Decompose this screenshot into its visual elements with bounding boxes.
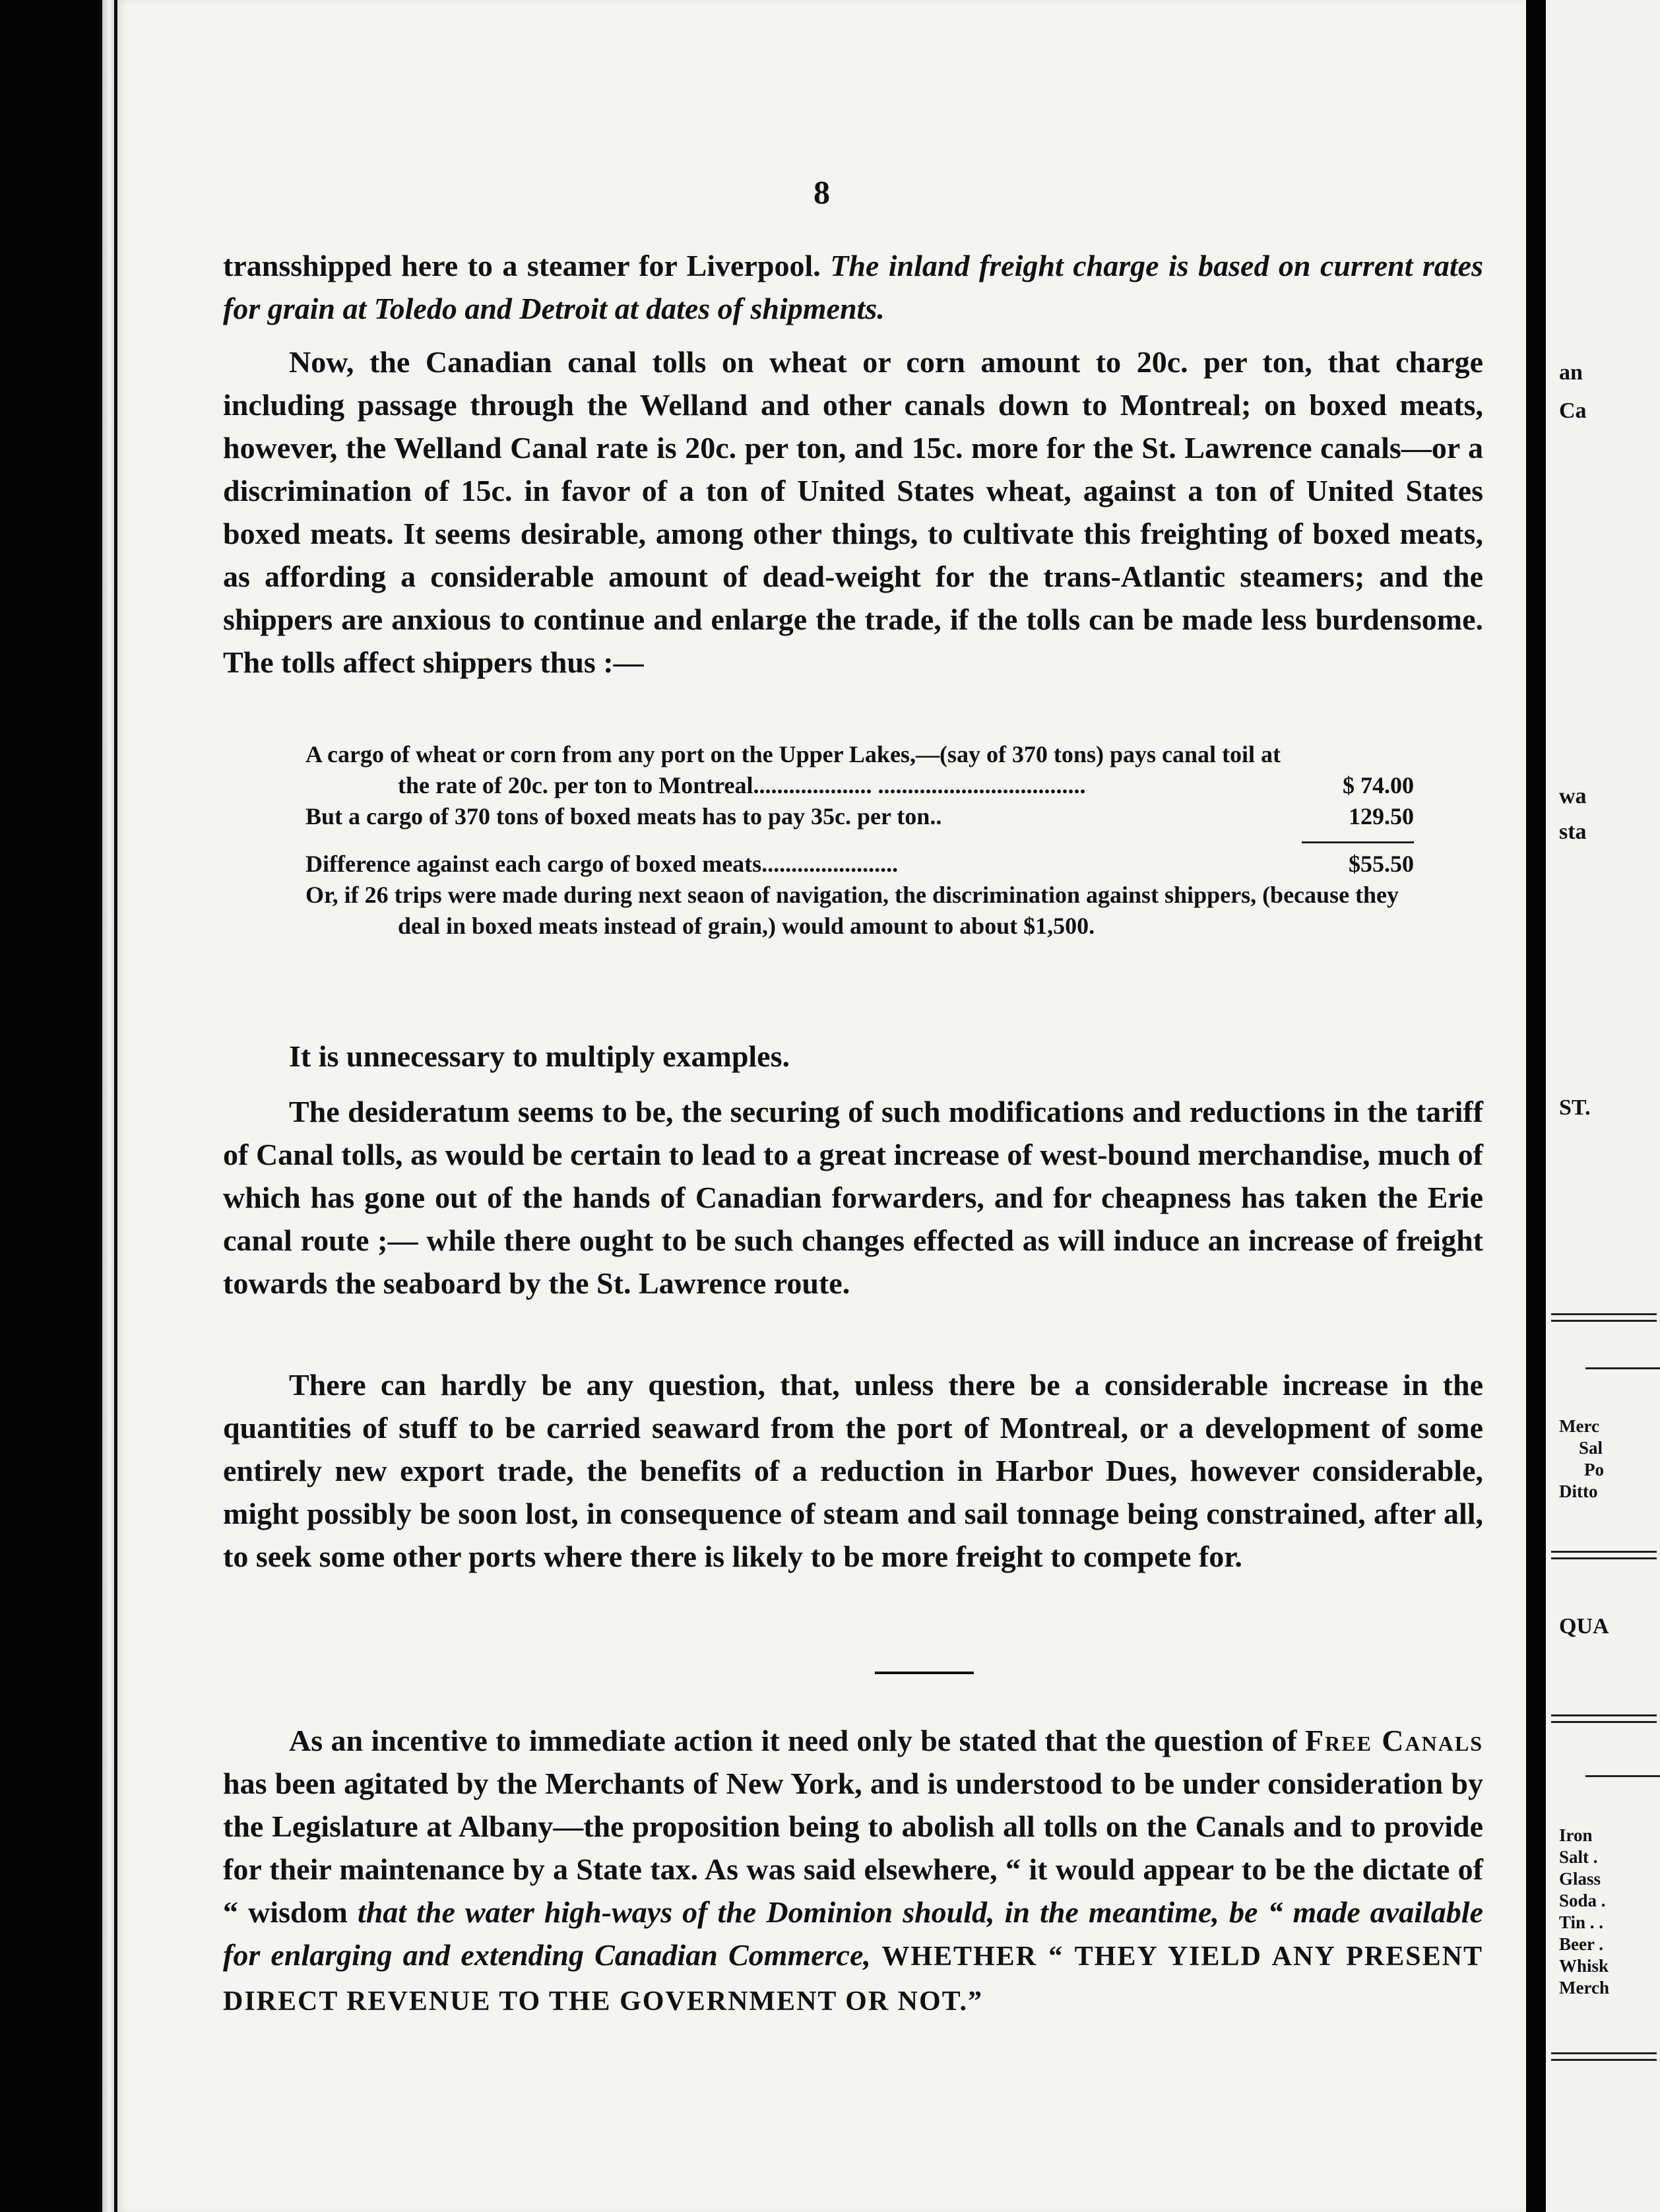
next-page-word: Ca (1559, 399, 1587, 423)
next-page-word: QUA (1559, 1614, 1609, 1639)
calc-row-meats (305, 801, 1414, 832)
calc-row-difference-desc: Difference against each cargo of boxed meats....................... (305, 851, 899, 877)
free-canals-term: Free Canals (1305, 1724, 1483, 1757)
calc-row-meats-desc: But a cargo of 370 tons of boxed meats has to pay 35c. per ton.. (305, 803, 942, 830)
next-page-rule (1551, 2059, 1657, 2061)
next-page-rule (1551, 1551, 1657, 1553)
next-page-word: an (1559, 360, 1583, 385)
next-page-rule (1551, 1557, 1657, 1559)
next-page-rule (1551, 2052, 1657, 2054)
next-page-word: Tin . . (1559, 1912, 1604, 1932)
next-page-rule (1551, 1320, 1657, 1322)
paragraph-5: There can hardly be any question, that, unless there be a considerable increase in the quantities of stuff to be carried seaward from the port of Montreal, or a development of some entirely new export trade, the benefits of a reduction in Harbor Dues, however considerable, might possibly be soon lost, in consequence of steam and sail tonnage being constrained, after all, to seek some other ports where there is likely to be more freight to compete for. (223, 1368, 1483, 1573)
next-page-word: Glass (1559, 1869, 1601, 1889)
paragraph-6-italic: that the water high-ways of the Dominion should, in the meantime, be “ made available for enlarging and extending Canadian Commerce, (223, 1895, 1483, 1972)
paragraph-6 (223, 1719, 1483, 2023)
calc-sum-rule (1302, 841, 1414, 843)
document-page (117, 0, 1526, 2212)
next-page-word: Merch (1559, 1978, 1609, 1998)
paragraph-4: The desideratum seems to be, the securing of such modifications and reductions in the tariff of Canal tolls, as would be certain to lead to a great increase of west-bound merchandise, much of which has gone out of the hands of Canadian forwarders, and for cheapness has taken the Erie canal route ;— while there ought to be such changes effected as will induce an increase of freight towards the seaboard by the St. Lawrence route. (223, 1095, 1483, 1300)
next-page-rule (1585, 1367, 1660, 1369)
calc-row-difference-amount: $55.50 (1349, 851, 1414, 877)
paragraph-1-italic: The inland freight charge is based on current rates for grain at Toledo and Detroit at dates of shipments. (223, 249, 1483, 325)
book-spine (102, 0, 114, 2212)
scan-gutter (1526, 0, 1546, 2212)
next-page-word: ST. (1559, 1095, 1591, 1120)
paragraph-6-caps: WHETHER “ THEY YIELD ANY PRESENT DIRECT REVENUE TO THE GOVERNMENT OR NOT.” (223, 1941, 1483, 2017)
next-page-word: Salt . (1559, 1847, 1598, 1867)
calc-row-wheat-desc: A cargo of wheat or corn from any port on the Upper Lakes,—(say of 370 tons) pays canal toil at the rate of 20c. per ton to Montreal.................... ................................... (305, 741, 1281, 798)
page-number: 8 (814, 174, 830, 211)
scan-left-edge (0, 0, 99, 2212)
paragraph-1-text: transshipped here to a steamer for Liverpool. (223, 249, 831, 282)
next-page-word: Merc (1559, 1416, 1599, 1436)
next-page-rule (1585, 1775, 1660, 1777)
next-page-word: Soda . (1559, 1891, 1606, 1910)
calc-note: Or, if 26 trips were made during next seaon of navigation, the discrimination against shippers, (because they deal in boxed meats instead of grain,) would amount to about $1,500. (305, 882, 1399, 939)
next-page-word: wa (1559, 784, 1587, 808)
next-page-rule (1551, 1313, 1657, 1315)
calc-row-difference (305, 849, 1414, 880)
section-divider (875, 1672, 974, 1674)
paragraph-6-text-a: As an incentive to immediate action it need only be stated that the question of (289, 1724, 1306, 1757)
next-page-word: Whisk (1559, 1956, 1609, 1976)
paragraph-6-text-b: has been agitated by the Merchants of New York, and is understood to be under consideration by the Legislature at Albany—the proposition being to abolish all tolls on the Canals and to provide for their maintenance by a State tax. As was said elsewhere, “ it would appear to be the dictate of “ wisdom (223, 1767, 1483, 1929)
next-page-word: Iron (1559, 1825, 1593, 1845)
calc-row-wheat (305, 739, 1414, 801)
paragraph-3: It is unnecessary to multiply examples. (289, 1039, 790, 1073)
next-page-rule (1551, 1714, 1657, 1716)
next-page-word: Sal (1579, 1438, 1603, 1458)
next-page-word: Ditto (1559, 1481, 1598, 1501)
next-page-word: sta (1559, 820, 1587, 844)
paragraph-1 (223, 244, 1483, 330)
next-page-rule (1551, 1721, 1657, 1723)
calc-row-meats-amount: 129.50 (1349, 803, 1414, 830)
next-page-word: Po (1584, 1460, 1604, 1480)
calc-row-wheat-amount: $ 74.00 (1343, 772, 1414, 798)
next-page-word: Beer . (1559, 1934, 1603, 1954)
adjacent-page-fragment (1546, 0, 1660, 2212)
paragraph-2: Now, the Canadian canal tolls on wheat or corn amount to 20c. per ton, that charge including passage through the Welland and other canals down to Montreal; on boxed meats, however, the Welland Canal rate is 20c. per ton, and 15c. more for the St. Lawrence canals—or a discrimination of 15c. in favor of a ton of United States wheat, against a ton of United States boxed meats. It seems desirable, among other things, to cultivate this freighting of boxed meats, as affording a considerable amount of dead-weight for the trans-Atlantic steamers; and the shippers are anxious to continue and enlarge the trade, if the tolls can be made less burdensome. The tolls affect shippers thus :— (223, 345, 1483, 679)
toll-calculation (305, 739, 1414, 942)
